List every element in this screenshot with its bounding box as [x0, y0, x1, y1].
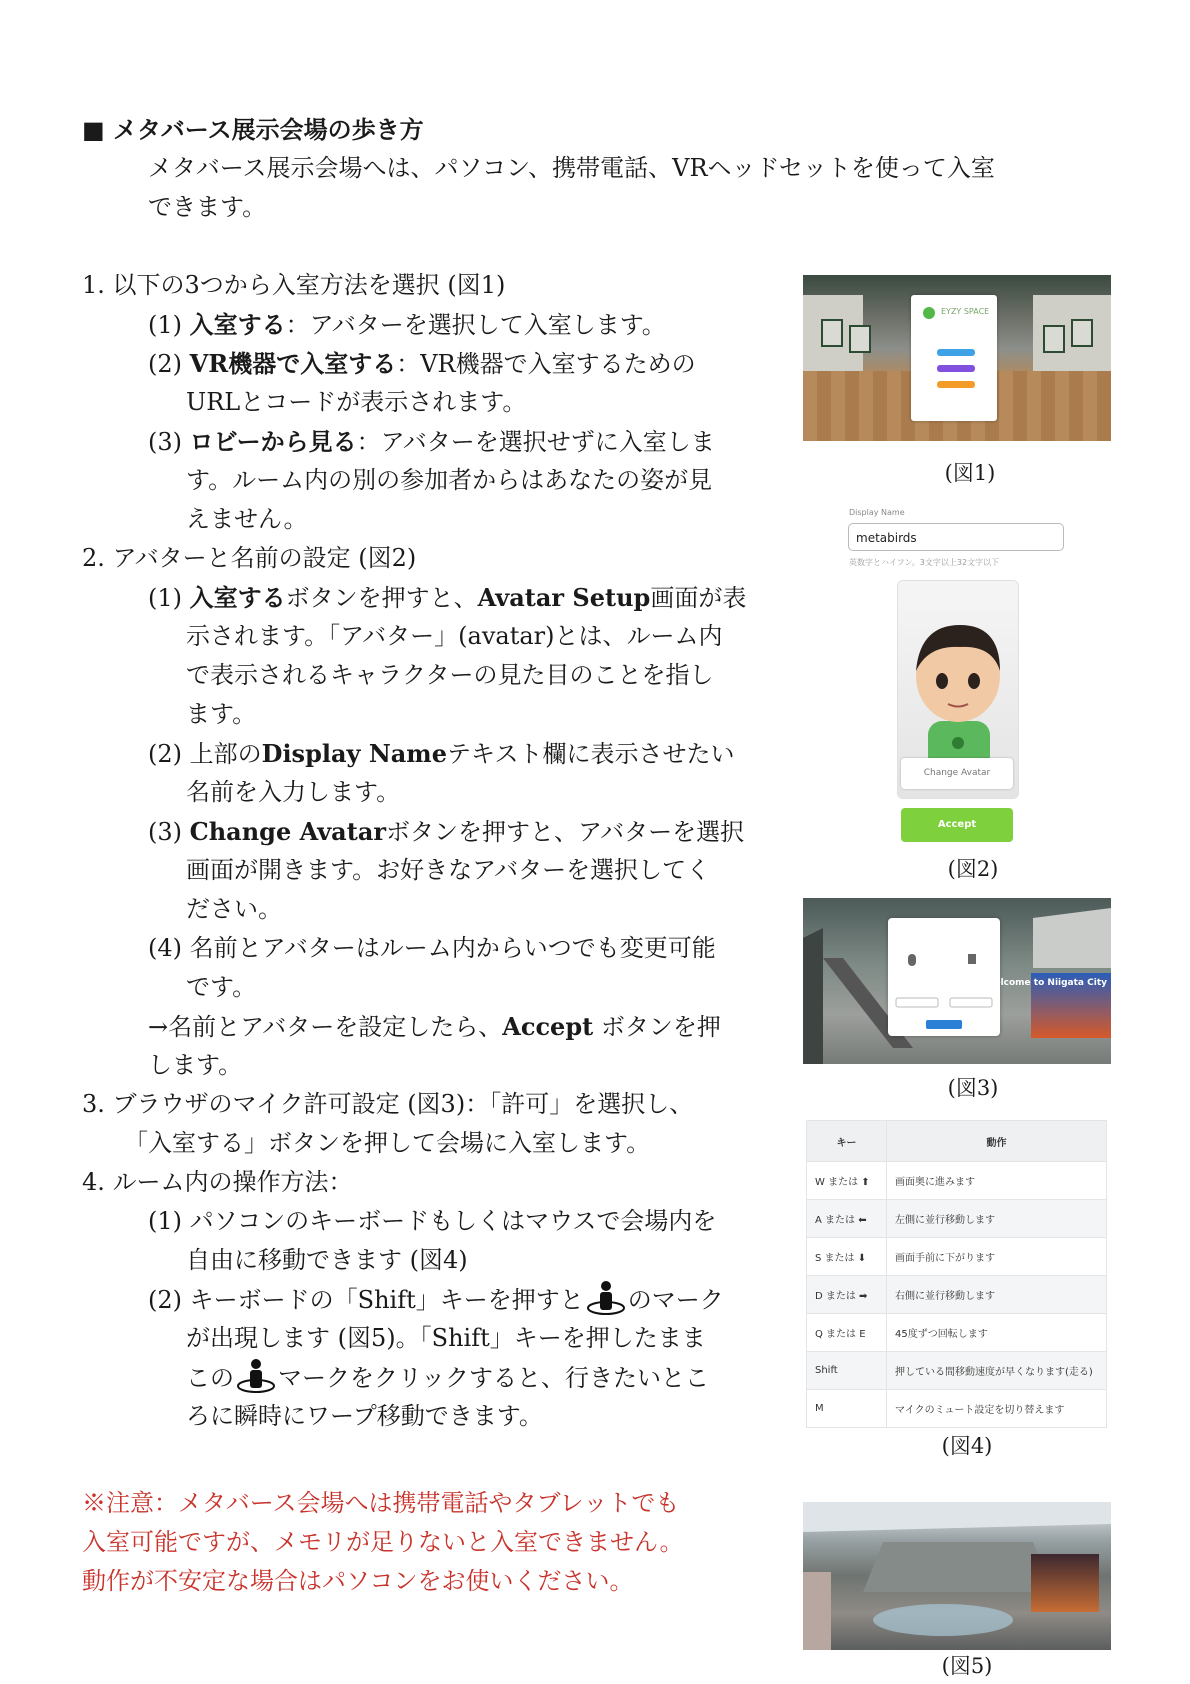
- warp-marker-icon: [584, 1280, 628, 1316]
- step2-item1-mid: ボタンを押すと、: [285, 584, 478, 612]
- figure-2-caption: (図2): [947, 857, 999, 881]
- action-cell: 右側に並行移動します: [887, 1276, 1107, 1314]
- step2-item1-text: 画面が表: [650, 584, 747, 612]
- logo-icon: [923, 307, 935, 319]
- intro-line-1: メタバース展示会場へは、パソコン、携帯電話、VRヘッドセットを使って入室: [148, 154, 995, 182]
- action-cell: マイクのミュート設定を切り替えます: [887, 1390, 1107, 1428]
- step2-title: 2. アバターと名前の設定 (図2): [82, 544, 417, 572]
- step2-item3: [148, 812, 744, 852]
- step2-arrow-bold: Accept: [502, 1012, 594, 1041]
- figure-3-screenshot: [803, 898, 1111, 1064]
- step2-item2: [148, 734, 735, 774]
- accept-button: Accept: [901, 808, 1013, 842]
- display-name-label: Display Name: [849, 508, 905, 517]
- step2-item1-cont3: ます。: [186, 700, 257, 728]
- table-row: [807, 1238, 1107, 1276]
- step2-arrow-text: ボタンを押: [593, 1013, 721, 1041]
- step2-item2-bold: Display Name: [261, 739, 447, 768]
- step2-item2-text: テキスト欄に表示させたい: [446, 740, 735, 768]
- step2-arrow-pre: →名前とアバターを設定したら、: [148, 1013, 503, 1041]
- figure-4-caption: (図4): [941, 1434, 993, 1458]
- section-heading: ■ メタバース展示会場の歩き方: [82, 115, 424, 144]
- step2-item4-cont: です。: [186, 973, 257, 1001]
- note-line-3: 動作が不安定な場合はパソコンをお使いください。: [82, 1567, 634, 1595]
- table-row: [807, 1200, 1107, 1238]
- step1-item3: [148, 422, 715, 462]
- step4-item2-cont1: が出現します (図5)。「Shift」キーを押したまま: [186, 1324, 706, 1352]
- step4-item2-cont2: [186, 1358, 709, 1398]
- step2-item2-pre: (2) 上部の: [148, 740, 262, 768]
- note-line-1: ※注意：メタバース会場へは携帯電話やタブレットでも: [82, 1489, 680, 1517]
- figure-1-screenshot: [803, 275, 1111, 441]
- note-line-2: 入室可能ですが、メモリが足りないと入室できません。: [82, 1528, 684, 1556]
- avatar-icon: [898, 601, 1018, 771]
- step1-item3-cont1: す。ルーム内の別の参加者からはあなたの姿が見: [186, 466, 713, 494]
- step1-title: 1. 以下の3つから入室方法を選択 (図1): [82, 271, 506, 299]
- step1-item3-cont2: えません。: [186, 505, 308, 533]
- step2-arrow-line: [148, 1007, 721, 1047]
- step2-item1-num: (1): [148, 584, 190, 612]
- key-controls-table: [806, 1120, 1107, 1428]
- table-row: [807, 1162, 1107, 1200]
- step1-item2-bold: VR機器で入室する: [189, 349, 397, 378]
- entry-dialog-logo-text: EYZY SPACE: [941, 307, 990, 316]
- step4-item1-cont: 自由に移動できます (図4): [186, 1246, 468, 1274]
- niigata-sign-text: Welcome to Niigata City: [984, 978, 1107, 988]
- warp-marker-icon: [234, 1358, 278, 1394]
- step2-item4: (4) 名前とアバターはルーム内からいつでも変更可能: [148, 934, 716, 962]
- action-cell: 画面手前に下がります: [887, 1238, 1107, 1276]
- step1-item2-text: ：VR機器で入室するための: [396, 350, 696, 378]
- lobby-view-button: [937, 381, 975, 388]
- entry-dialog: [911, 295, 997, 421]
- step1-item1-num: (1): [148, 311, 190, 339]
- step4-item2-cont3: ろに瞬時にワープ移動できます。: [186, 1402, 543, 1430]
- key-cell: Shift: [807, 1352, 887, 1390]
- figure-1-caption: (図1): [944, 461, 996, 485]
- table-row: [807, 1352, 1107, 1390]
- step4-item2: [148, 1280, 724, 1320]
- step2-arrow-cont: します。: [148, 1051, 243, 1079]
- mic-permission-dialog: [888, 918, 1000, 1036]
- key-cell: W または ⬆: [807, 1162, 887, 1200]
- action-cell: 左側に並行移動します: [887, 1200, 1107, 1238]
- step2-item3-num: (3): [148, 818, 190, 846]
- display-name-field: metabirds: [848, 523, 1064, 551]
- enter-vr-button: [937, 365, 975, 372]
- step3-line2: 「入室する」ボタンを押して会場に入室します。: [124, 1129, 651, 1157]
- step4-item2-cont2-a: この: [186, 1364, 234, 1392]
- step2-item3-cont1: 画面が開きます。お好きなアバターを選択してく: [186, 856, 711, 884]
- step2-item1: [148, 578, 746, 618]
- step1-item3-bold: ロビーから見る: [189, 427, 357, 456]
- step2-item3-bold: Change Avatar: [189, 817, 387, 846]
- key-cell: D または ➡: [807, 1276, 887, 1314]
- step2-item3-cont2: ださい。: [186, 895, 282, 923]
- table-row: [807, 1314, 1107, 1352]
- display-name-hint: 英数字とハイフン。3文字以上32文字以下: [849, 558, 1000, 567]
- step4-item1: (1) パソコンのキーボードもしくはマウスで会場内を: [148, 1207, 717, 1235]
- step4-item2-a: (2) キーボードの「Shift」キーを押すと: [148, 1286, 584, 1314]
- action-cell: 押している間移動速度が早くなります(走る): [887, 1352, 1107, 1390]
- step4-title: 4. ルーム内の操作方法：: [82, 1168, 353, 1196]
- step4-item2-b: のマーク: [627, 1286, 724, 1314]
- figure-5-screenshot: [803, 1502, 1111, 1650]
- step1-item3-text: ：アバターを選択せずに入室しま: [356, 428, 715, 456]
- step1-item3-num: (3): [148, 428, 190, 456]
- step1-item1: [148, 305, 666, 345]
- step2-item2-cont: 名前を入力します。: [186, 778, 401, 806]
- step1-item1-text: ：アバターを選択して入室します。: [285, 311, 666, 339]
- step2-item1-bold2: Avatar Setup: [477, 583, 651, 612]
- step1-item2: [148, 344, 696, 384]
- figure-5-caption: (図5): [941, 1654, 993, 1678]
- change-avatar-button: Change Avatar: [901, 758, 1013, 789]
- key-cell: A または ⬅: [807, 1200, 887, 1238]
- intro-line-2: できます。: [148, 193, 267, 221]
- key-cell: Q または E: [807, 1314, 887, 1352]
- action-cell: 画面奥に進みます: [887, 1162, 1107, 1200]
- table-row: [807, 1390, 1107, 1428]
- enter-room-button: [937, 349, 975, 356]
- step3-line1: 3. ブラウザのマイク許可設定 (図3)：「許可」を選択し、: [82, 1090, 694, 1118]
- step2-item1-cont2: で表示されるキャラクターの見た目のことを指し: [186, 661, 714, 689]
- table-row: [807, 1276, 1107, 1314]
- step1-item1-bold: 入室する: [189, 310, 286, 339]
- step1-item2-cont: URLとコードが表示されます。: [186, 388, 527, 416]
- key-cell: S または ⬇: [807, 1238, 887, 1276]
- step1-item2-num: (2): [148, 350, 190, 378]
- table-header-row: [807, 1121, 1107, 1162]
- step2-item1-bold: 入室する: [189, 583, 286, 612]
- step2-item1-cont1: 示されます。「アバター」(avatar)とは、ルーム内: [186, 622, 723, 650]
- column-header-key: キー: [807, 1121, 887, 1162]
- step4-item2-cont2-b: マークをクリックすると、行きたいとこ: [278, 1364, 710, 1392]
- step2-item3-text: ボタンを押すと、アバターを選択: [386, 818, 745, 846]
- key-cell: M: [807, 1390, 887, 1428]
- column-header-action: 動作: [887, 1121, 1107, 1162]
- figure-3-caption: (図3): [947, 1076, 999, 1100]
- action-cell: 45度ずつ回転します: [887, 1314, 1107, 1352]
